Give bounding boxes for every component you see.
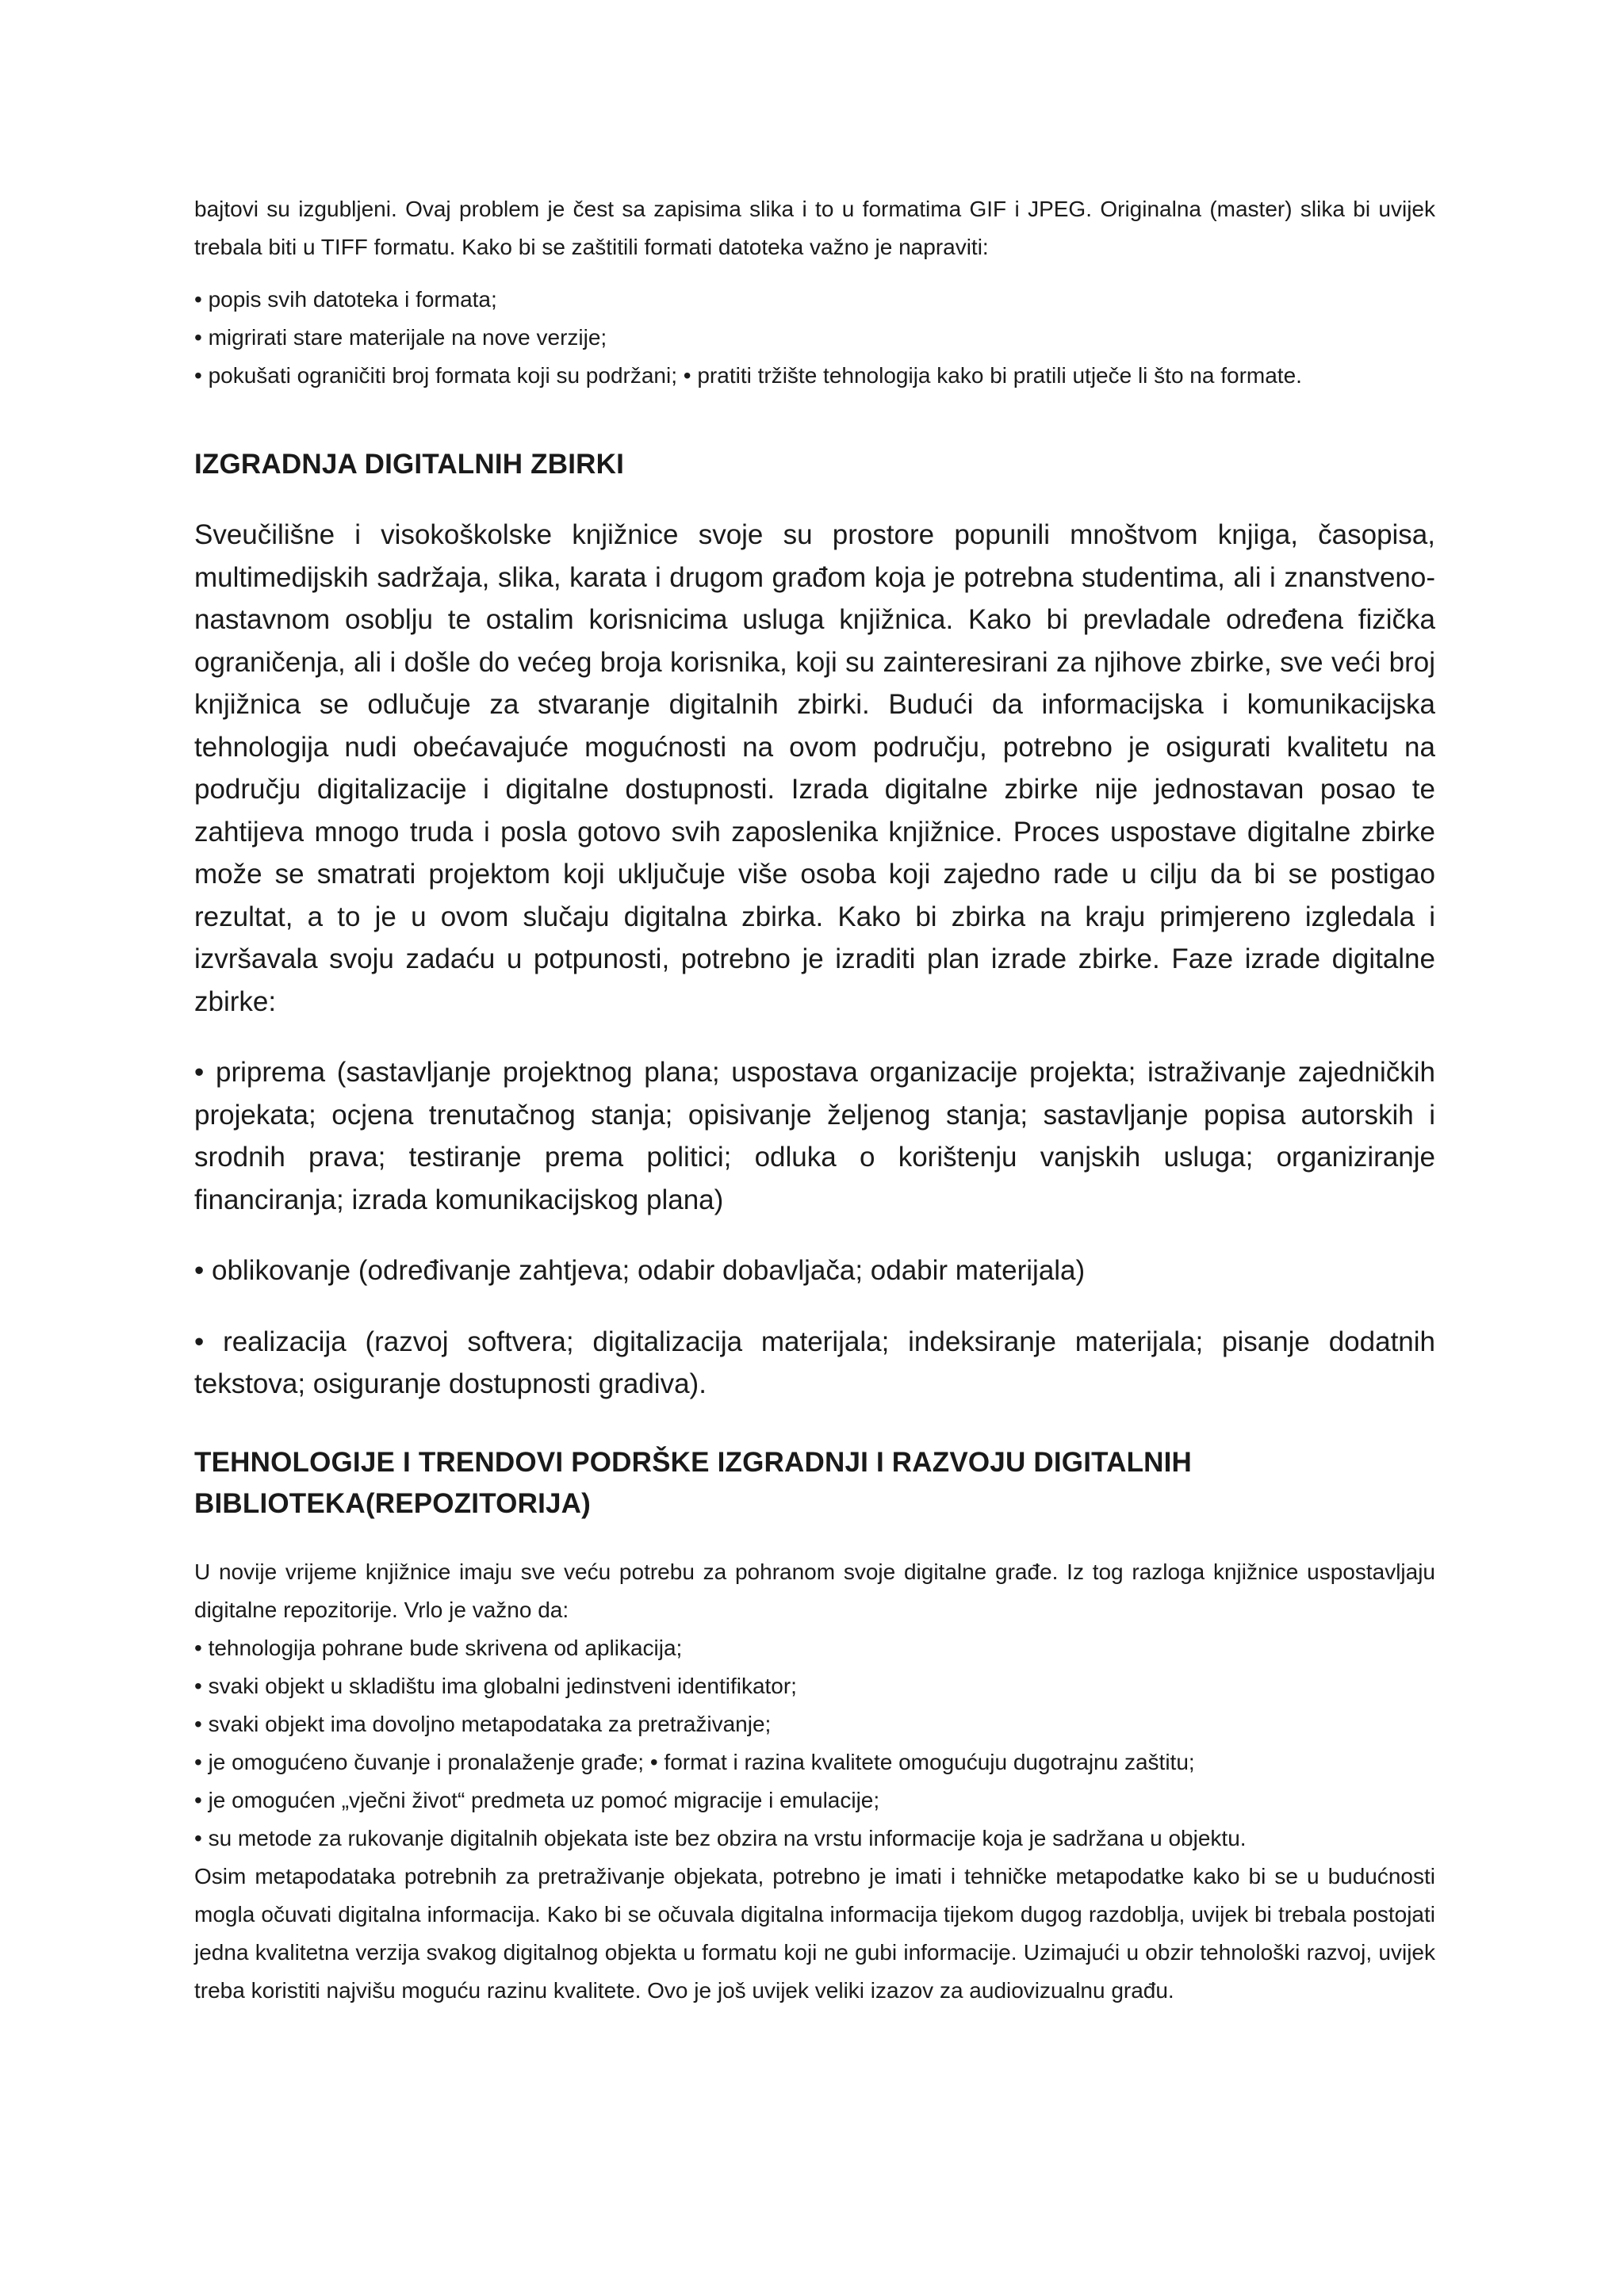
section1-paragraph: Sveučilišne i visokoškolske knjižnice svoje su prostore popunili mnoštvom knjiga, časopisa, multimedijskih sadržaja, slika, karata i drugom građom koja je potrebna studentima, ali i znanstveno-nastavnom osoblju te ostalim korisnicima usluga knjižnica. Kako bi prevladale određena fizička ograničenja, ali i došle do većeg broja korisnika, koji su zainteresirani za njihove zbirke, sve veći broj knjižnica se odlučuje za stvaranje digitalnih zbirki. Budući da informacijska i komunikacijska tehnologija nudi obećavajuće mogućnosti na ovom području, potrebno je osigurati kvalitetu na području digitalizacije i digitalne dostupnosti. Izrada digitalne zbirke nije jednostavan posao te zahtijeva mnogo truda i posla gotovo svih zaposlenika knjižnice. Proces uspostave digitalne zbirke može se smatrati projektom koji uključuje više osoba koji zajedno rade u cilju da bi se postigao rezultat, a to je u ovom slučaju digitalna zbirka. Kako bi zbirka na kraju primjereno izgledala i izvršavala svoju zadaću u potpunosti, potrebno je izraditi plan izrade zbirke. Faze izrade digitalne zbirke: — [194, 519, 1435, 1017]
section2-bullet-item: • je omogućen „vječni život“ predmeta uz pomoć migracije i emulacije; — [194, 1787, 880, 1812]
section2-bullet-item: • svaki objekt ima dovoljno metapodataka za pretraživanje; — [194, 1711, 772, 1736]
section2-closing-paragraph: Osim metapodataka potrebnih za pretraživanje objekata, potrebno je imati i tehničke metapodatke kako bi se u budućnosti mogla očuvati digitalna informacija. Kako bi se očuvala digitalna informacija tijekom dugog razdoblja, uvijek bi trebala postojati jedna kvalitetna verzija svakog digitalnog objekta u formatu koji ne gubi informacije. Uzimajući u obzir tehnološki razvoj, uvijek treba koristiti najvišu moguću razinu kvalitete. Ovo je još uvijek veliki izazov za audiovizualnu građu. — [194, 1863, 1435, 2003]
section2-bullet-item: • tehnologija pohrane bude skrivena od aplikacija; — [194, 1635, 683, 1660]
section2-bullet-item: • svaki objekt u skladištu ima globalni jedinstveni identifikator; — [194, 1673, 797, 1698]
intro-bullet-list — [194, 281, 1435, 395]
section2-body — [194, 1553, 1435, 2010]
phase-item-oblikovanje: • oblikovanje (određivanje zahtjeva; odabir dobavljača; odabir materijala) — [194, 1255, 1086, 1286]
section2-intro: U novije vrijeme knjižnice imaju sve veću potrebu za pohranom svoje digitalne građe. Iz tog razloga knjižnice uspostavljaju digitalne repozitorije. Vrlo je važno da: — [194, 1559, 1435, 1622]
phase-list — [194, 1051, 1435, 1406]
section-heading-tehnologije — [194, 1442, 1435, 1525]
intro-bullet-item: • popis svih datoteka i formata; — [194, 287, 497, 312]
section2-bullet-item: • je omogućeno čuvanje i pronalaženje građe; • format i razina kvalitete omogućuju dugotrajnu zaštitu; — [194, 1749, 1195, 1774]
intro-paragraph: bajtovi su izgubljeni. Ovaj problem je čest sa zapisima slika i to u formatima GIF i JPEG. Originalna (master) slika bi uvijek trebala biti u TIFF formatu. Kako bi se zaštitili formati datoteka važno je napraviti: — [194, 197, 1435, 259]
heading-line: BIBLIOTEKA(REPOZITORIJA) — [194, 1487, 591, 1519]
heading-line: TEHNOLOGIJE I TRENDOVI PODRŠKE IZGRADNJI I RAZVOJU DIGITALNIH — [194, 1446, 1193, 1478]
section-heading-izgradnja: IZGRADNJA DIGITALNIH ZBIRKI — [194, 449, 625, 480]
intro-bullet-item: • pokušati ograničiti broj formata koji su podržani; • pratiti tržište tehnologija kako bi pratili utječe li što na formate. — [194, 363, 1302, 388]
intro-bullet-item: • migrirati stare materijale na nove verzije; — [194, 325, 607, 350]
section2-bullet-item: • su metode za rukovanje digitalnih objekata iste bez obzira na vrstu informacije koja je sadržana u objektu. — [194, 1825, 1247, 1850]
phase-item-priprema: • priprema (sastavljanje projektnog plana; uspostava organizacije projekta; istraživanje zajedničkih projekata; ocjena trenutačnog stanja; opisivanje željenog stanja; sastavljanje popisa autorskih i srodnih prava; testiranje prema politici; odluka o korištenju vanjskih usluga; organiziranje financiranja; izrada komunikacijskog plana) — [194, 1057, 1435, 1215]
document-page — [194, 190, 1435, 2010]
phase-item-realizacija: • realizacija (razvoj softvera; digitalizacija materijala; indeksiranje materijala; pisanje dodatnih tekstova; osiguranje dostupnosti gradiva). — [194, 1326, 1435, 1399]
